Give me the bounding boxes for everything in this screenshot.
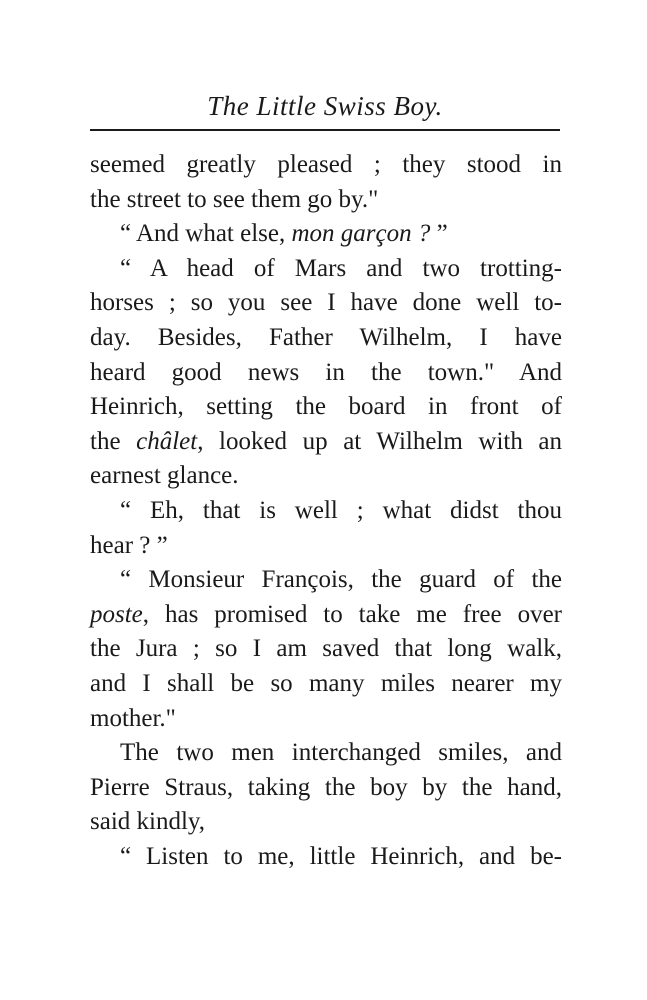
text-line xyxy=(90,736,562,771)
text-line xyxy=(90,425,562,460)
text-line xyxy=(90,390,562,425)
text-line xyxy=(90,356,562,391)
text-run: seemed greatly pleased ; they stood in xyxy=(90,151,562,178)
text-line xyxy=(90,459,562,494)
text-run: said kindly, xyxy=(90,808,206,836)
text-run: the Jura ; so I am saved that long walk, xyxy=(90,635,562,663)
text-run: “ Monsieur François, the guard of the xyxy=(120,566,562,594)
text-run: ” xyxy=(430,220,448,248)
text-run: “ Listen to me, little Heinrich, and be- xyxy=(120,842,562,870)
text-run: The two men interchanged smiles, and xyxy=(120,739,562,767)
running-title: The Little Swiss Boy. xyxy=(207,91,443,121)
text-line xyxy=(90,598,562,633)
text-line xyxy=(90,321,562,356)
text-line xyxy=(90,632,562,667)
text-line xyxy=(90,252,562,287)
text-line xyxy=(90,183,562,218)
text-run: day. Besides, Father Wilhelm, I have xyxy=(90,323,562,351)
text-line xyxy=(90,805,562,840)
head-rule xyxy=(90,129,560,131)
text-run: hear ? ” xyxy=(90,531,168,559)
text-run: earnest glance. xyxy=(90,462,239,490)
text-run: Pierre Straus, taking the boy by the hand, xyxy=(90,773,562,801)
text-run: “ Eh, that is well ; what didst thou xyxy=(120,496,562,524)
italic-phrase: châlet xyxy=(136,427,198,455)
text-run: and I shall be so many miles nearer my xyxy=(90,669,562,697)
text-line xyxy=(90,286,562,321)
text-run: , has promised to take me free over xyxy=(142,600,562,628)
text-line xyxy=(90,702,562,737)
text-run: the street to see them go by." xyxy=(90,185,379,213)
text-run: , looked up at Wilhelm with an xyxy=(197,427,562,455)
text-line xyxy=(90,494,562,529)
running-head xyxy=(90,88,560,132)
text-run: the xyxy=(90,427,137,455)
text-run: heard good news in the town." And xyxy=(90,358,562,386)
text-run: “ And what else, xyxy=(120,220,292,248)
text-line xyxy=(90,148,562,183)
text-run: “ A head of Mars and two trotting- xyxy=(120,254,562,282)
text-run: horses ; so you see I have done well to- xyxy=(90,289,562,317)
text-run: Heinrich, setting the board in front of xyxy=(90,393,562,421)
italic-phrase: mon garçon ? xyxy=(291,220,431,248)
body-text xyxy=(90,148,562,874)
text-line xyxy=(90,840,562,875)
text-line xyxy=(90,563,562,598)
text-line xyxy=(90,529,562,564)
text-line xyxy=(90,217,562,252)
italic-phrase: poste xyxy=(90,600,143,628)
text-line xyxy=(90,771,562,806)
text-line xyxy=(90,667,562,702)
text-run: mother." xyxy=(90,704,176,732)
